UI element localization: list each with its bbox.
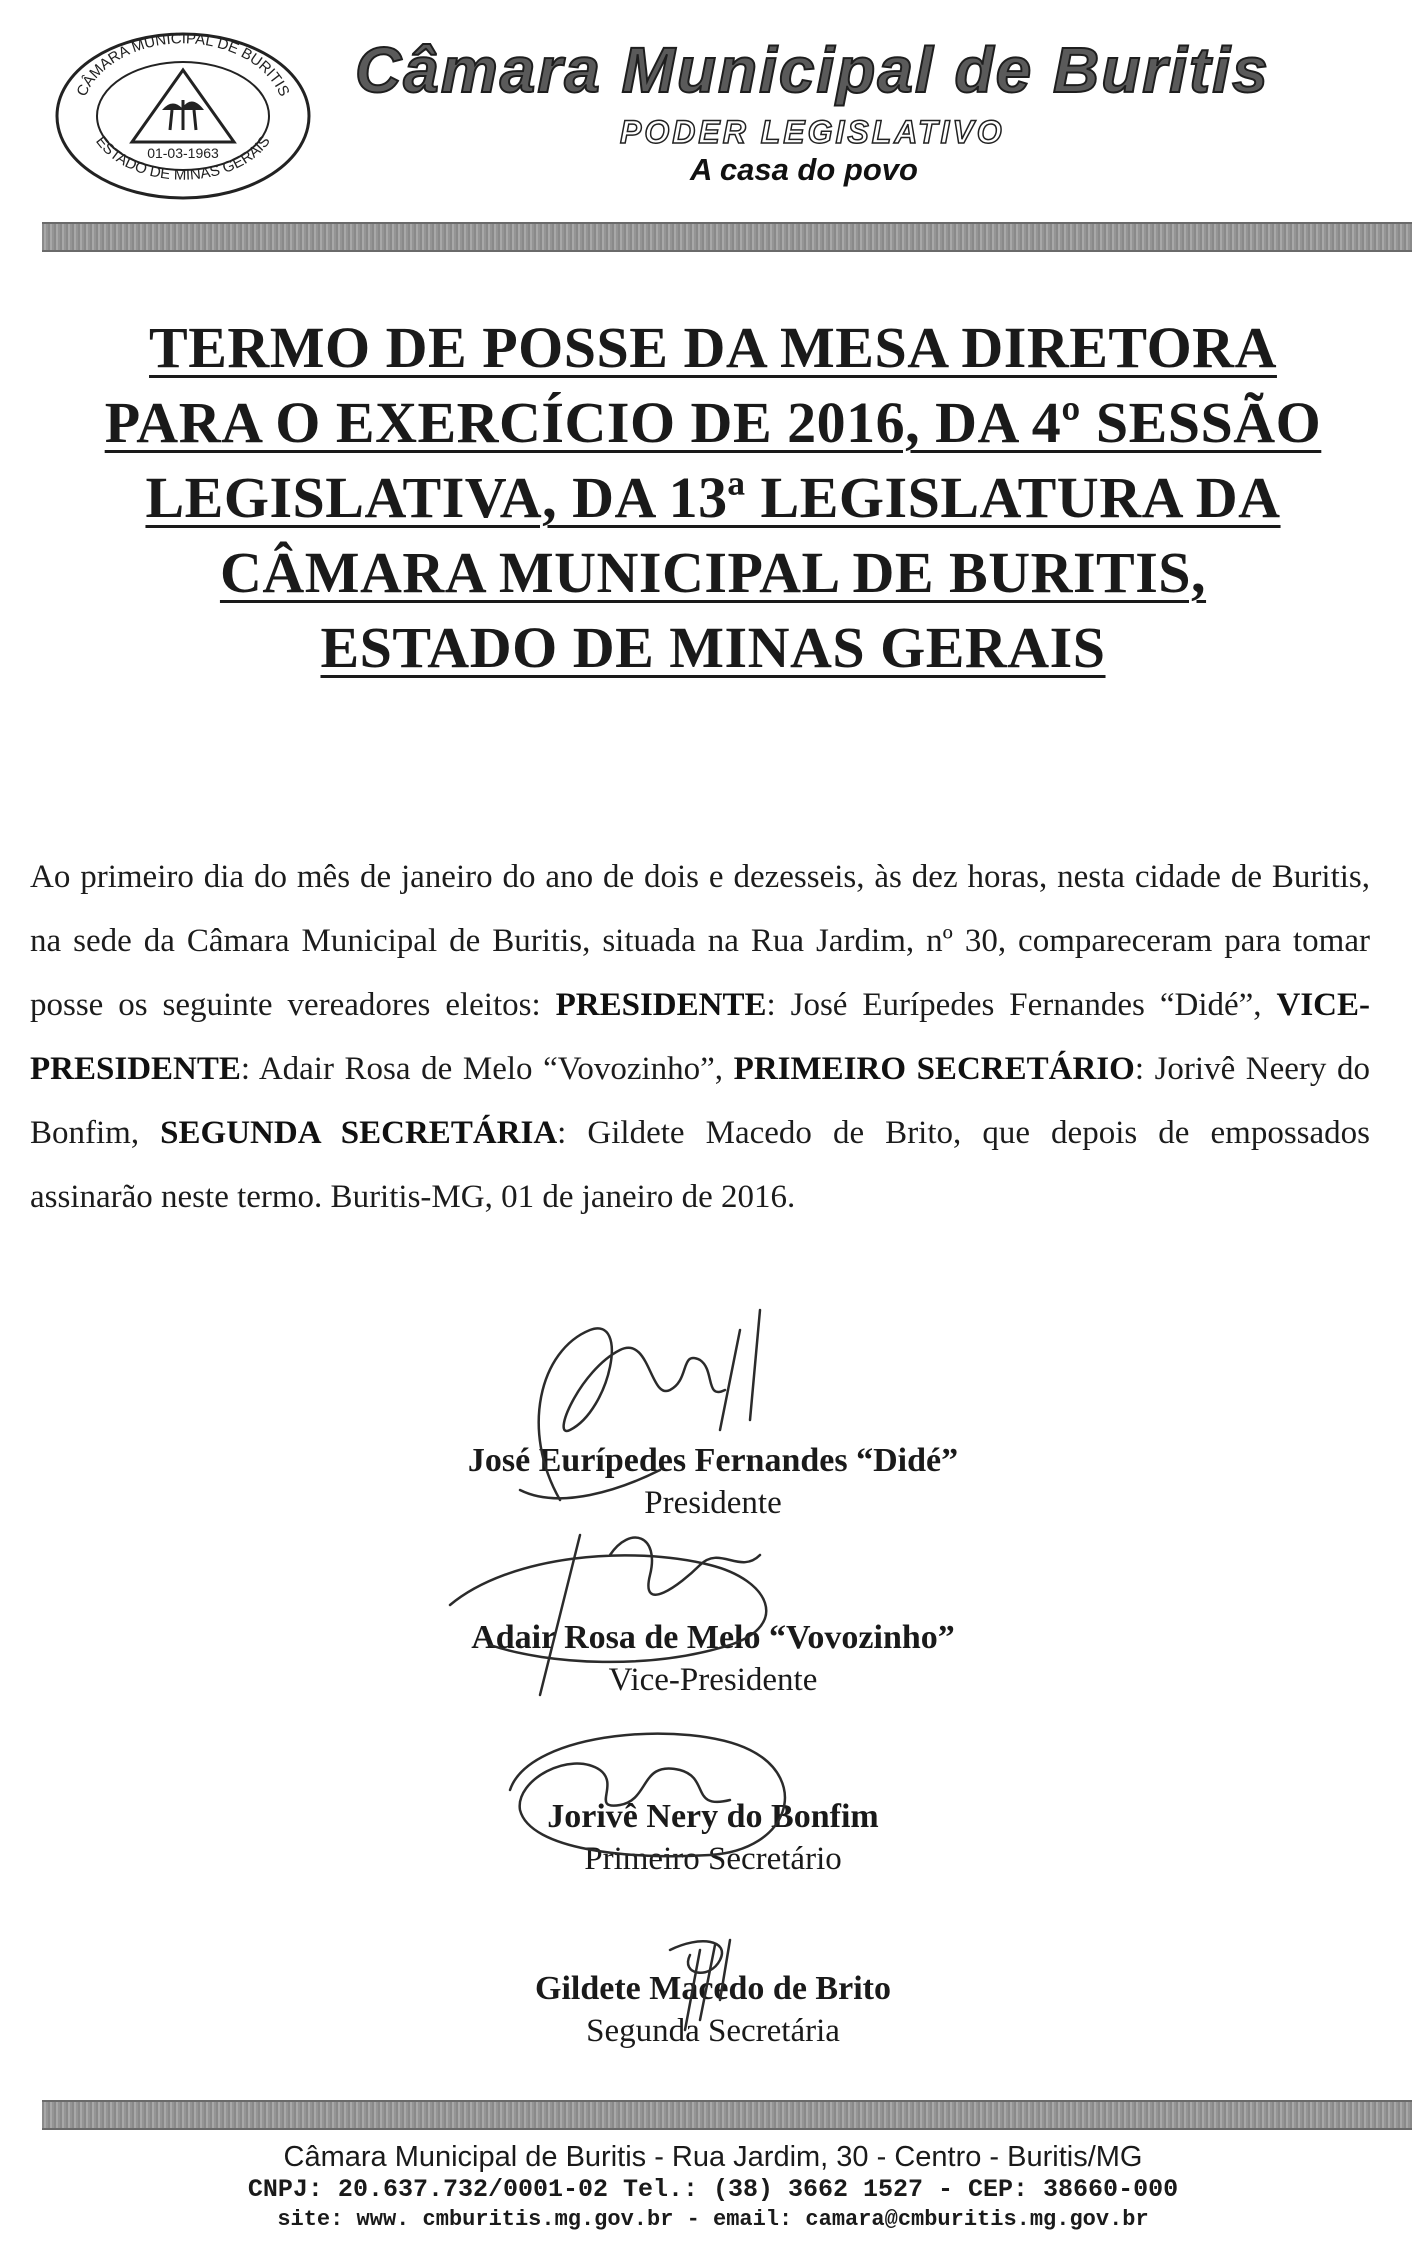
body-name: : Gildete Macedo de Brito, que depois de empossados assinarão neste termo. Buritis-MG, 01 de janeiro de 2016. [30, 1115, 1370, 1215]
body-intro: Ao primeiro dia do mês de janeiro do ano de dois e dezesseis, às dez horas, nesta cidade de Buritis, na sede da Câmara Municipal de Buritis, situada na Rua Jardim, nº 30, compareceram para tomar posse os seguinte vereadores eleitos: [30, 859, 1370, 1023]
signatory-name: José Eurípedes Fernandes “Didé” [467, 1442, 959, 1479]
header-motto: A casa do povo [690, 152, 918, 187]
body-name: : Adair Rosa de Melo “Vovozinho”, [240, 1051, 734, 1087]
seal-date: 01-03-1963 [147, 145, 219, 161]
role-first-secretary: PRIMEIRO SECRETÁRIO [733, 1051, 1135, 1087]
role-president: PRESIDENTE [555, 987, 767, 1023]
signatory-name: Adair Rosa de Melo “Vovozinho” [471, 1619, 955, 1656]
footer-divider-bar [42, 2100, 1412, 2130]
title-line: LEGISLATIVA, DA 13ª LEGISLATURA DA [145, 465, 1281, 530]
signature-scribble-vice-president [430, 1495, 870, 1715]
signatory-role: Vice-Presidente [608, 1662, 818, 1698]
title-line: PARA O EXERCÍCIO DE 2016, DA 4º SESSÃO [104, 390, 1322, 455]
document-title [40, 310, 1386, 685]
signature-scribble-second-secretary [640, 1930, 760, 2040]
document-body [30, 845, 1370, 1229]
signature-scribble-first-secretary [490, 1710, 890, 1870]
signatory-role: Presidente [644, 1485, 782, 1521]
signatory-name: Gildete Macedo de Brito [535, 1970, 891, 2007]
title-line: CÂMARA MUNICIPAL DE BURITIS, [219, 540, 1207, 605]
title-line: TERMO DE POSSE DA MESA DIRETORA [149, 315, 1277, 380]
seal-ring-top: CÂMARA MUNICIPAL DE BURITIS [73, 30, 293, 100]
role-second-secretary: SEGUNDA SECRETÁRIA [160, 1115, 558, 1151]
signatory-role: Primeiro Secretário [584, 1841, 842, 1877]
body-name: : José Eurípedes Fernandes “Didé”, [766, 987, 1277, 1023]
title-line: ESTADO DE MINAS GERAIS [320, 615, 1106, 680]
seal-ring-bottom: ESTADO DE MINAS GERAIS [92, 132, 274, 184]
signature-scribble-president [500, 1290, 820, 1530]
svg-text:CÂMARA MUNICIPAL DE BURITIS [73, 30, 292, 99]
header-subtitle: PODER LEGISLATIVO [620, 114, 1005, 150]
document-footer [0, 2140, 1426, 2234]
header-title: Câmara Municipal de Buritis [355, 34, 1270, 106]
body-name: : Jorivê Neery do Bonfim, [30, 1051, 1371, 1151]
footer-web: site: www. cmburitis.mg.gov.br - email: camara@cmburitis.mg.gov.br [277, 2207, 1149, 2232]
footer-address: Câmara Municipal de Buritis - Rua Jardim, 30 - Centro - Buritis/MG [283, 2141, 1143, 2173]
municipal-seal [52, 30, 314, 202]
header-divider-bar [42, 222, 1412, 252]
signatory-name: Jorivê Nery do Bonfim [547, 1798, 879, 1835]
signatory-role: Segunda Secretária [586, 2013, 840, 2049]
role-vice-president: VICE-PRESIDENTE [30, 987, 1370, 1087]
footer-contact: CNPJ: 20.637.732/0001-02 Tel.: (38) 3662 1527 - CEP: 38660-000 [247, 2175, 1179, 2204]
